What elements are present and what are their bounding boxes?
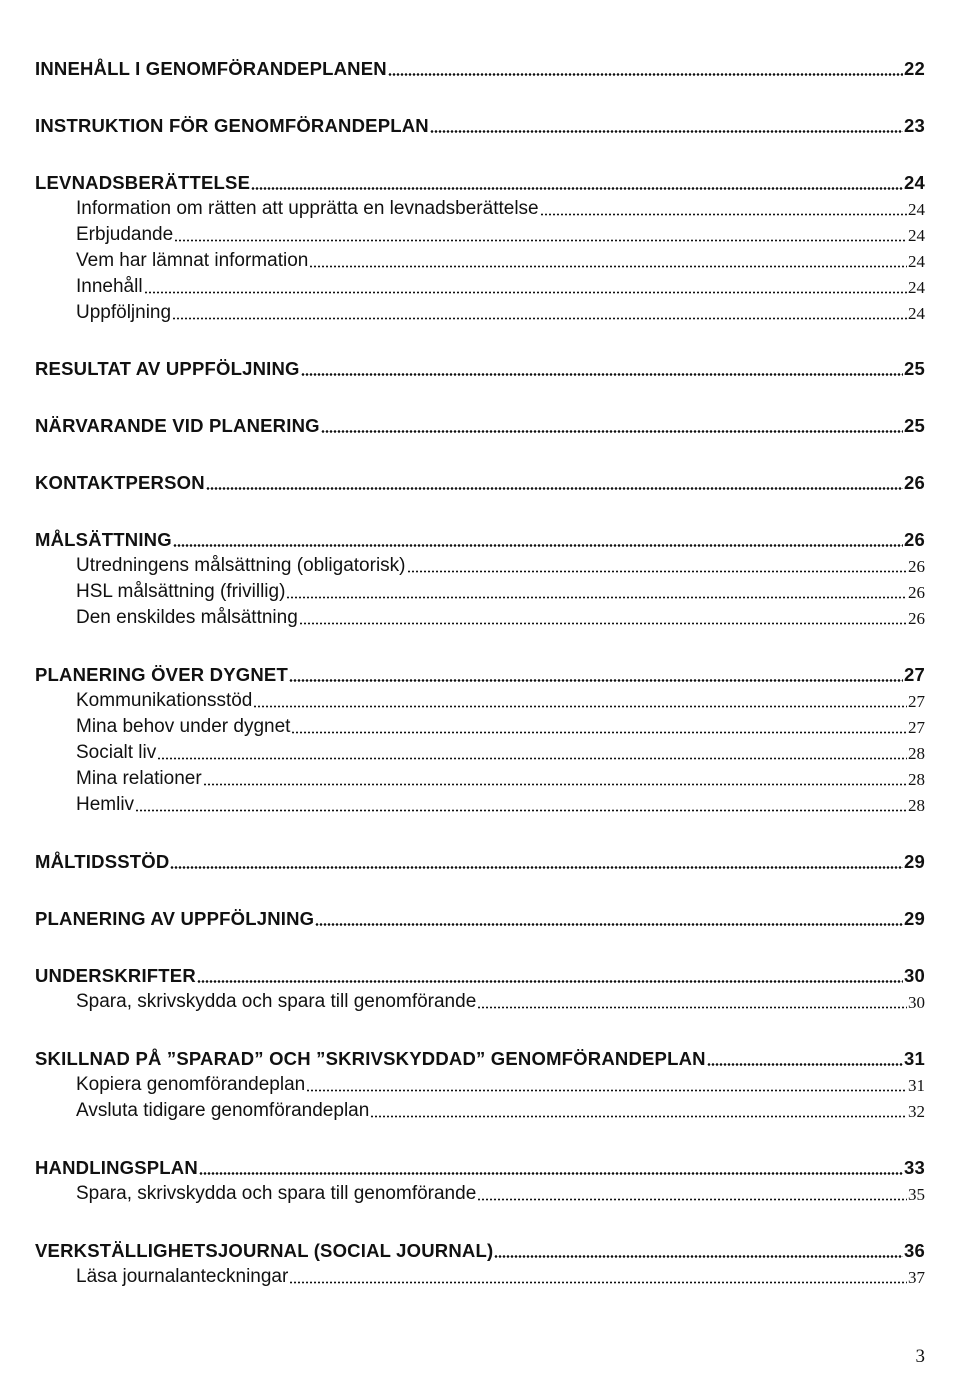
toc-entry-title: Kopiera genomförandeplan	[76, 1074, 306, 1095]
toc-subentry[interactable]	[76, 1100, 925, 1122]
toc-entry-title: HANDLINGSPLAN	[35, 1157, 198, 1178]
toc-heading-entry[interactable]	[35, 358, 925, 380]
toc-entry-title: MÅLTIDSSTÖD	[35, 851, 170, 872]
toc-entry-page: 36	[904, 1240, 925, 1261]
toc-subentry[interactable]	[76, 716, 925, 738]
toc-entry-title: Vem har lämnat information	[76, 250, 309, 271]
toc-subentry[interactable]	[76, 794, 925, 816]
toc-heading-entry[interactable]	[35, 529, 925, 551]
toc-entry-title: INNEHÅLL I GENOMFÖRANDEPLANEN	[35, 58, 387, 79]
toc-dot-leader	[172, 317, 907, 320]
toc-dot-leader	[315, 923, 903, 926]
toc-heading-entry[interactable]	[35, 172, 925, 194]
toc-dot-leader	[291, 731, 907, 734]
toc-entry-title: Utredningens målsättning (obligatorisk)	[76, 555, 406, 576]
toc-entry-page: 35	[908, 1185, 925, 1204]
toc-entry-page: 28	[908, 796, 925, 815]
toc-dot-leader	[289, 679, 903, 682]
toc-entry-page: 24	[908, 200, 925, 219]
toc-entry-title: Erbjudande	[76, 224, 174, 245]
toc-dot-leader	[309, 265, 907, 268]
toc-subentry[interactable]	[76, 991, 925, 1013]
toc-dot-leader	[135, 809, 907, 812]
toc-subentry[interactable]	[76, 1183, 925, 1205]
toc-entry-title: PLANERING ÖVER DYGNET	[35, 664, 288, 685]
toc-entry-title: PLANERING AV UPPFÖLJNING	[35, 908, 315, 929]
toc-dot-leader	[197, 980, 903, 983]
toc-entry-page: 28	[908, 744, 925, 763]
toc-heading-entry[interactable]	[35, 664, 925, 686]
toc-entry-page: 30	[908, 993, 925, 1012]
toc-heading-entry[interactable]	[35, 965, 925, 987]
toc-entry-page: 26	[904, 529, 925, 550]
toc-entry-title: Mina behov under dygnet	[76, 716, 291, 737]
toc-dot-leader	[388, 73, 903, 76]
toc-dot-leader	[157, 757, 907, 760]
toc-subentry[interactable]	[76, 690, 925, 712]
toc-dot-leader	[540, 213, 907, 216]
toc-dot-leader	[170, 866, 903, 869]
toc-entry-page: 23	[904, 115, 925, 136]
toc-entry-title: Mina relationer	[76, 768, 202, 789]
toc-heading-entry[interactable]	[35, 58, 925, 80]
toc-heading-entry[interactable]	[35, 1048, 925, 1070]
toc-entry-title: Spara, skrivskydda och spara till genomförande	[76, 1183, 477, 1204]
toc-subentry[interactable]	[76, 302, 925, 324]
toc-dot-leader	[299, 622, 907, 625]
toc-entry-page: 24	[908, 304, 925, 323]
toc-entry-title: INSTRUKTION FÖR GENOMFÖRANDEPLAN	[35, 115, 429, 136]
toc-entry-title: Spara, skrivskydda och spara till genomförande	[76, 991, 477, 1012]
toc-heading-entry[interactable]	[35, 1240, 925, 1262]
toc-entry-page: 30	[904, 965, 925, 986]
toc-subentry[interactable]	[76, 276, 925, 298]
toc-entry-title: Avsluta tidigare genomförandeplan	[76, 1100, 370, 1121]
toc-dot-leader	[301, 373, 903, 376]
toc-dot-leader	[430, 130, 903, 133]
toc-dot-leader	[173, 544, 903, 547]
toc-dot-leader	[370, 1115, 907, 1118]
toc-heading-entry[interactable]	[35, 1157, 925, 1179]
toc-entry-page: 33	[904, 1157, 925, 1178]
toc-subentry[interactable]	[76, 224, 925, 246]
toc-entry-title: Hemliv	[76, 794, 135, 815]
toc-entry-title: Den enskildes målsättning	[76, 607, 298, 628]
toc-entry-page: 26	[908, 583, 925, 602]
toc-subentry[interactable]	[76, 768, 925, 790]
toc-entry-page: 24	[904, 172, 925, 193]
toc-subentry[interactable]	[76, 1266, 925, 1288]
toc-entry-title: HSL målsättning (frivillig)	[76, 581, 286, 602]
toc-entry-page: 27	[904, 664, 925, 685]
toc-dot-leader	[407, 570, 908, 573]
toc-dot-leader	[477, 1198, 907, 1201]
toc-entry-title: Information om rätten att upprätta en levnadsberättelse	[76, 198, 539, 219]
toc-heading-entry[interactable]	[35, 851, 925, 873]
toc-entry-title: RESULTAT AV UPPFÖLJNING	[35, 358, 300, 379]
toc-subentry[interactable]	[76, 555, 925, 577]
toc-heading-entry[interactable]	[35, 472, 925, 494]
toc-entry-title: LEVNADSBERÄTTELSE	[35, 172, 251, 193]
toc-subentry[interactable]	[76, 198, 925, 220]
toc-subentry[interactable]	[76, 607, 925, 629]
toc-entry-page: 25	[904, 415, 925, 436]
toc-dot-leader	[203, 783, 907, 786]
toc-entry-page: 27	[908, 692, 925, 711]
toc-subentry[interactable]	[76, 250, 925, 272]
toc-dot-leader	[477, 1006, 907, 1009]
toc-subentry[interactable]	[76, 1074, 925, 1096]
toc-entry-page: 28	[908, 770, 925, 789]
toc-dot-leader	[206, 487, 903, 490]
toc-entry-title: Läsa journalanteckningar	[76, 1266, 289, 1287]
toc-dot-leader	[199, 1172, 903, 1175]
toc-entry-page: 24	[908, 226, 925, 245]
toc-entry-page: 25	[904, 358, 925, 379]
toc-entry-page: 31	[904, 1048, 925, 1069]
toc-dot-leader	[174, 239, 907, 242]
toc-entry-page: 26	[908, 609, 925, 628]
toc-dot-leader	[251, 187, 903, 190]
toc-entry-title: Uppföljning	[76, 302, 172, 323]
toc-dot-leader	[144, 291, 907, 294]
toc-entry-title: NÄRVARANDE VID PLANERING	[35, 415, 320, 436]
toc-dot-leader	[253, 705, 907, 708]
toc-entry-title: Innehåll	[76, 276, 143, 297]
toc-heading-entry[interactable]	[35, 415, 925, 437]
toc-heading-entry[interactable]	[35, 908, 925, 930]
toc-subentry[interactable]	[76, 742, 925, 764]
page-number: 3	[915, 1346, 925, 1367]
toc-entry-page: 26	[908, 557, 925, 576]
toc-entry-page: 31	[908, 1076, 925, 1095]
toc-dot-leader	[286, 596, 907, 599]
toc-dot-leader	[494, 1255, 903, 1258]
toc-entry-page: 27	[908, 718, 925, 737]
toc-entry-page: 37	[908, 1268, 925, 1287]
toc-entry-page: 24	[908, 278, 925, 297]
toc-entry-title: Kommunikationsstöd	[76, 690, 253, 711]
toc-dot-leader	[306, 1089, 907, 1092]
toc-subentry[interactable]	[76, 581, 925, 603]
toc-entry-title: UNDERSKRIFTER	[35, 965, 196, 986]
toc-heading-entry[interactable]	[35, 115, 925, 137]
toc-entry-page: 29	[904, 851, 925, 872]
toc-entry-page: 22	[904, 58, 925, 79]
toc-entry-page: 32	[908, 1102, 925, 1121]
toc-entry-page: 29	[904, 908, 925, 929]
toc-entry-page: 24	[908, 252, 925, 271]
toc-entry-title: Socialt liv	[76, 742, 157, 763]
toc-entry-title: SKILLNAD PÅ ”SPARAD” OCH ”SKRIVSKYDDAD” GENOMFÖRANDEPLAN	[35, 1048, 706, 1069]
toc-entry-title: KONTAKTPERSON	[35, 472, 205, 493]
toc-entry-title: MÅLSÄTTNING	[35, 529, 172, 550]
toc-dot-leader	[707, 1063, 903, 1066]
toc-dot-leader	[289, 1281, 907, 1284]
toc-dot-leader	[321, 430, 903, 433]
toc-entry-page: 26	[904, 472, 925, 493]
toc-entry-title: VERKSTÄLLIGHETSJOURNAL (SOCIAL JOURNAL)	[35, 1240, 494, 1261]
